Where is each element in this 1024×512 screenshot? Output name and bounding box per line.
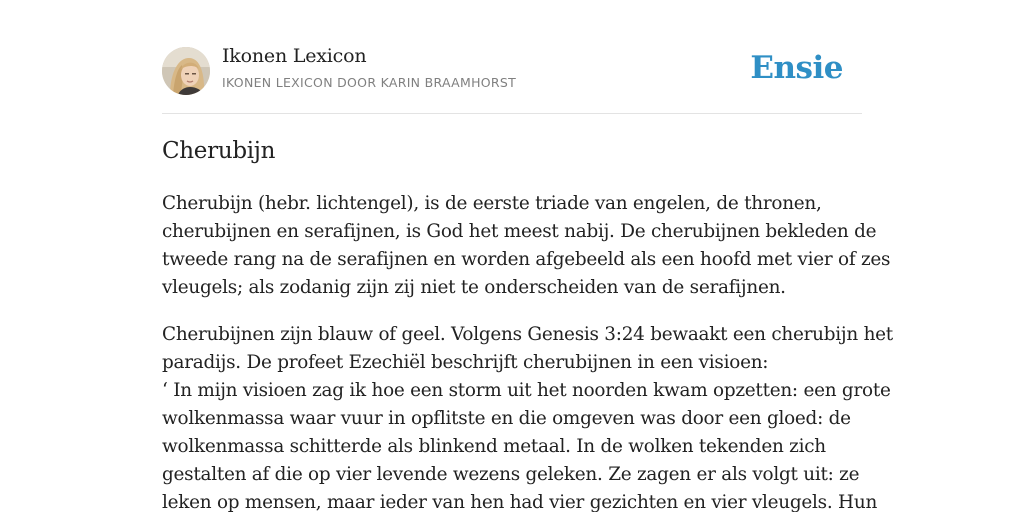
paragraph [162,190,891,302]
text-line: ‘ In mijn visioen zag ik hoe een storm uit het noorden kwam opzetten: een grote [162,380,891,401]
avatar[interactable] [162,47,210,95]
text-line: vleugels; als zodanig zijn zij niet te onderscheiden van de serafijnen. [162,277,786,298]
article-body [162,190,893,512]
author-subtitle: IKONEN LEXICON DOOR KARIN BRAAMHORST [222,75,517,90]
header [162,0,862,114]
content-container [162,0,893,512]
text-line: wolkenmassa waar vuur in opflitste en die omgeven was door een gloed: de [162,408,851,429]
paragraph [162,321,893,512]
brand-logo[interactable]: Ensie [750,50,843,86]
text-line: Cherubijnen zijn blauw of geel. Volgens Genesis 3:24 bewaakt een cherubijn het [162,324,893,345]
text-line: tweede rang na de serafijnen en worden afgebeeld als een hoofd met vier of zes [162,249,891,270]
author-name[interactable]: Ikonen Lexicon [222,45,367,67]
text-line: Cherubijn (hebr. lichtengel), is de eerste triade van engelen, de thronen, [162,193,822,214]
text-line: cherubijnen en serafijnen, is God het meest nabij. De cherubijnen bekleden de [162,221,877,242]
text-line: wolkenmassa schitterde als blinkend metaal. In de wolken tekenden zich [162,436,826,457]
text-line: leken op mensen, maar ieder van hen had vier gezichten en vier vleugels. Hun [162,492,878,512]
text-line: gestalten af die op vier levende wezens geleken. Ze zagen er als volgt uit: ze [162,464,860,485]
text-line: paradijs. De profeet Ezechiël beschrijft cherubijnen in een visioen: [162,352,769,373]
article-title: Cherubijn [162,138,276,164]
avatar-portrait-icon [162,47,210,95]
